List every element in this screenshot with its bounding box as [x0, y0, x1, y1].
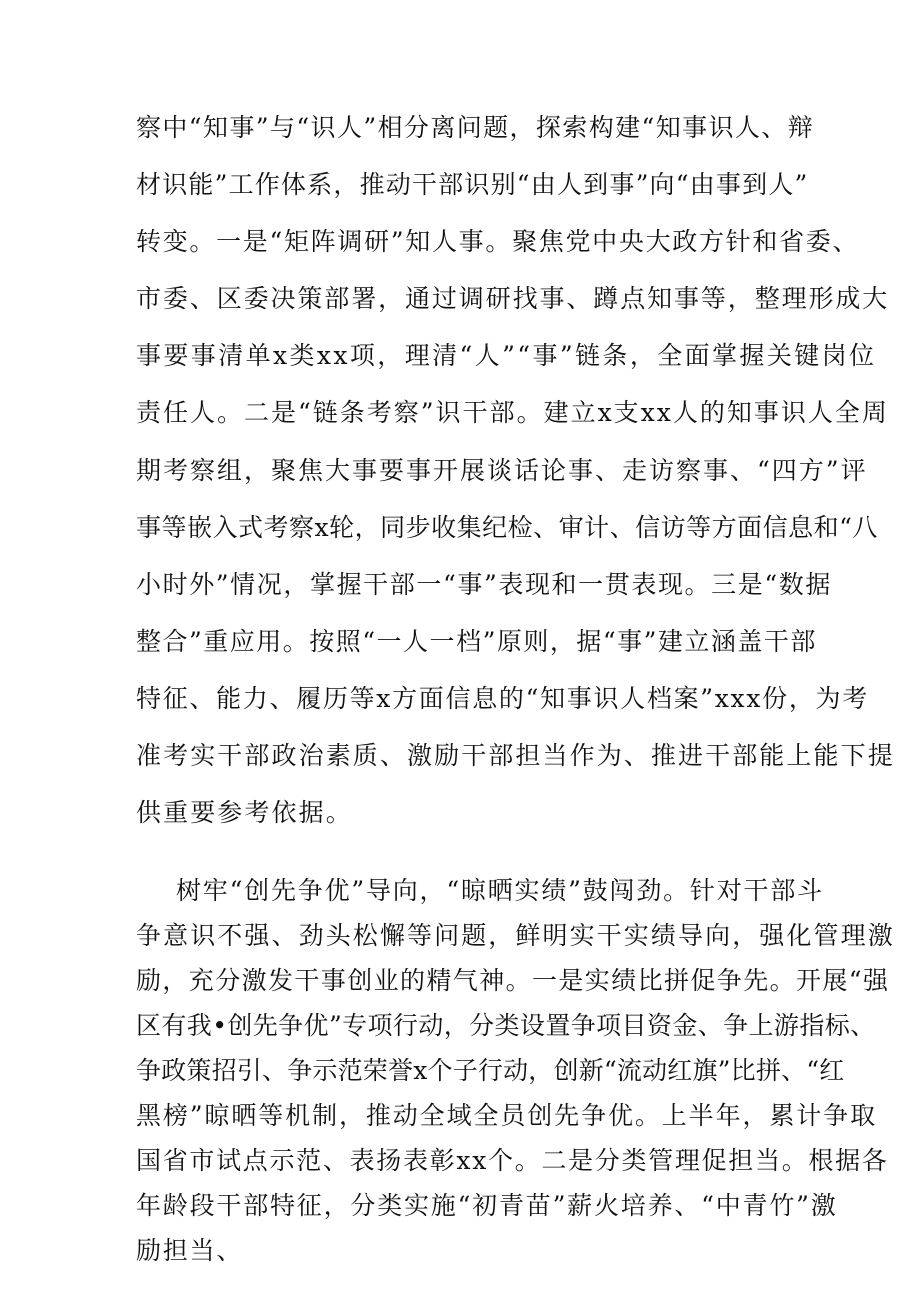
text-line: 转变。一是“矩阵调研”知人事。聚焦党中央大政方针和省委、	[136, 227, 860, 256]
text-line: 察中“知事”与“识人”相分离问题，探索构建“知事识人、辩	[136, 113, 815, 142]
text-line: 供重要参考依据。	[136, 798, 353, 827]
text-line: 国省市试点示范、表扬表彰xx个。二是分类管理促担当。根据各	[136, 1146, 889, 1175]
text-line: 区有我•创先争优”专项行动，分类设置争项目资金、争上游指标、	[136, 1011, 876, 1040]
text-line: 市委、区委决策部署，通过调研找事、蹲点知事等，整理形成大	[136, 284, 890, 313]
text-line: 准考实干部政治素质、激励干部担当作为、推进干部能上能下提	[136, 741, 895, 770]
text-line: 事等嵌入式考察x轮，同步收集纪检、审计、信访等方面信息和“八	[136, 513, 878, 542]
text-line: 树牢“创先争优”导向，“晾晒实绩”鼓闯劲。针对干部斗	[176, 876, 824, 905]
text-line: 年龄段干部特征，分类实施“初青苗”薪火培养、“中青竹”激	[136, 1191, 838, 1220]
text-line: 期考察组，聚焦大事要事开展谈话论事、走访察事、“四方”评	[136, 456, 868, 485]
text-line: 争意识不强、劲头松懈等问题，鲜明实干实绩导向，强化管理激	[136, 921, 895, 950]
text-line: 事要事清单x类xx项，理清“人”“事”链条，全面掌握关键岗位	[136, 341, 877, 370]
text-line: 黑榜”晾晒等机制，推动全域全员创先争优。上半年，累计争取	[136, 1101, 877, 1130]
text-line: 整合”重应用。按照“一人一档”原则，据“事”建立涵盖干部	[136, 627, 817, 656]
text-line: 小时外”情况，掌握干部一“事”表现和一贯表现。三是“数据	[136, 570, 832, 599]
text-line: 争政策招引、争示范荣誉x个子行动，创新“流动红旗”比拼、“红	[136, 1056, 845, 1085]
text-line: 励担当、	[136, 1236, 244, 1265]
text-line: 特征、能力、履历等x方面信息的“知事识人档案”xxx份，为考	[136, 684, 869, 713]
text-line: 材识能”工作体系，推动干部识别“由人到事”向“由事到人”	[136, 170, 809, 199]
text-line: 责任人。二是“链条考察”识干部。建立x支xx人的知事识人全周	[136, 398, 889, 427]
text-line: 励，充分激发干事创业的精气神。一是实绩比拼促争先。开展“强	[136, 966, 890, 995]
